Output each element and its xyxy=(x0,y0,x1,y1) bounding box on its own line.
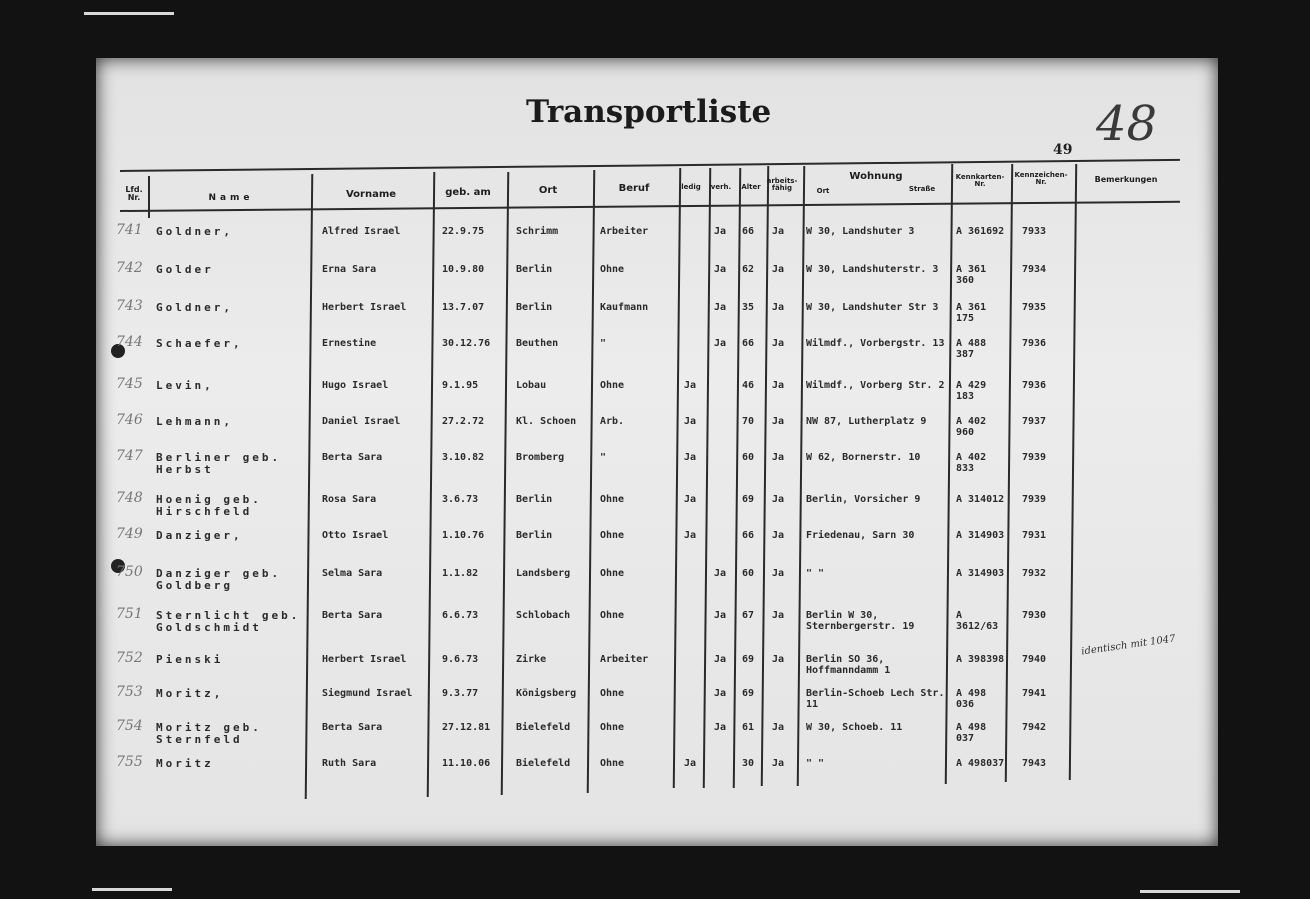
cell-ledig: Ja xyxy=(684,530,697,541)
cell-vorname: Alfred Israel xyxy=(322,226,401,237)
cell-beruf: Ohne xyxy=(600,264,625,275)
cell-name: Moritz xyxy=(156,757,214,770)
header-kennkarten: Kennkarten- Nr. xyxy=(955,173,1005,189)
cell-kennkarten: A 361692 xyxy=(956,226,1005,237)
cell-beruf: Ohne xyxy=(600,610,625,621)
cell-verh: Ja xyxy=(714,610,727,621)
film-edge-mark xyxy=(84,12,174,15)
header-alter: Alter xyxy=(741,183,761,191)
cell-alter: 30 xyxy=(742,758,755,769)
cell-kennkarten: A 314903 xyxy=(956,530,1005,541)
cell-beruf: " xyxy=(600,452,607,463)
cell-kennzeichen: 7942 xyxy=(1022,722,1047,733)
cell-kennzeichen: 7939 xyxy=(1022,494,1047,505)
cell-beruf: Arbeiter xyxy=(600,654,649,665)
column-divider xyxy=(305,174,314,799)
cell-wohnung: Wilmdf., Vorberg Str. 2 xyxy=(806,380,945,391)
cell-verh: Ja xyxy=(714,338,727,349)
header-ledig: ledig xyxy=(681,183,701,191)
header-verh: verh. xyxy=(710,183,732,191)
cell-kennkarten: A 3612/63 xyxy=(956,610,999,632)
cell-name: Moritz, xyxy=(156,687,224,700)
header-beruf: Beruf xyxy=(618,183,650,194)
cell-vorname: Daniel Israel xyxy=(322,416,401,427)
cell-wohnung: NW 87, Lutherplatz 9 xyxy=(806,416,927,427)
cell-vorname: Hugo Israel xyxy=(322,380,389,391)
cell-alter: 62 xyxy=(742,264,755,275)
cell-ort: Bromberg xyxy=(516,452,565,463)
cell-wohnung: Berlin, Vorsicher 9 xyxy=(806,494,921,505)
cell-beruf: Ohne xyxy=(600,380,625,391)
cell-geb: 3.10.82 xyxy=(442,452,485,463)
cell-ort: Bielefeld xyxy=(516,722,571,733)
cell-verh: Ja xyxy=(714,264,727,275)
cell-kennzeichen: 7941 xyxy=(1022,688,1047,699)
cell-ort: Zirke xyxy=(516,654,547,665)
cell-vorname: Herbert Israel xyxy=(322,302,407,313)
cell-ort: Königsberg xyxy=(516,688,577,699)
cell-arbeitsfaehig: Ja xyxy=(772,226,785,237)
cell-wohnung: Berlin-Schoeb Lech Str. 11 xyxy=(806,688,945,710)
cell-wohnung: W 62, Bornerstr. 10 xyxy=(806,452,921,463)
cell-geb: 1.1.82 xyxy=(442,568,479,579)
cell-geb: 6.6.73 xyxy=(442,610,479,621)
cell-arbeitsfaehig: Ja xyxy=(772,568,785,579)
cell-lfd: 741 xyxy=(116,222,143,238)
cell-kennzeichen: 7931 xyxy=(1022,530,1047,541)
cell-kennkarten: A 498 037 xyxy=(956,722,987,744)
cell-lfd: 742 xyxy=(116,260,143,276)
header-name: Name xyxy=(208,193,254,203)
cell-arbeitsfaehig: Ja xyxy=(772,416,785,427)
cell-beruf: Ohne xyxy=(600,494,625,505)
cell-ort: Lobau xyxy=(516,380,547,391)
cell-arbeitsfaehig: Ja xyxy=(772,610,785,621)
header-kennzeichen: Kennzeichen- Nr. xyxy=(1014,171,1068,187)
cell-geb: 9.1.95 xyxy=(442,380,479,391)
cell-arbeitsfaehig: Ja xyxy=(772,302,785,313)
cell-kennzeichen: 7934 xyxy=(1022,264,1047,275)
cell-kennzeichen: 7940 xyxy=(1022,654,1047,665)
cell-ledig: Ja xyxy=(684,494,697,505)
cell-alter: 67 xyxy=(742,610,755,621)
film-edge-mark xyxy=(1140,890,1240,893)
cell-beruf: Ohne xyxy=(600,722,625,733)
cell-lfd: 748 xyxy=(116,490,143,506)
column-divider xyxy=(733,168,741,788)
cell-arbeitsfaehig: Ja xyxy=(772,338,785,349)
cell-name: Goldner, xyxy=(156,301,233,314)
header-ort: Ort xyxy=(538,185,558,196)
cell-ledig: Ja xyxy=(684,380,697,391)
cell-vorname: Otto Israel xyxy=(322,530,389,541)
cell-lfd: 753 xyxy=(116,684,143,700)
cell-kennkarten: A 314903 xyxy=(956,568,1005,579)
cell-kennkarten: A 314012 xyxy=(956,494,1005,505)
cell-beruf: Ohne xyxy=(600,758,625,769)
cell-name: Sternlicht geb. Goldschmidt xyxy=(156,609,301,635)
cell-arbeitsfaehig: Ja xyxy=(772,380,785,391)
cell-verh: Ja xyxy=(714,302,727,313)
cell-kennzeichen: 7937 xyxy=(1022,416,1047,427)
cell-arbeitsfaehig: Ja xyxy=(772,722,785,733)
cell-alter: 66 xyxy=(742,338,755,349)
cell-lfd: 747 xyxy=(116,448,143,464)
cell-arbeitsfaehig: Ja xyxy=(772,264,785,275)
cell-vorname: Rosa Sara xyxy=(322,494,377,505)
cell-arbeitsfaehig: Ja xyxy=(772,654,785,665)
cell-kennkarten: A 402 833 xyxy=(956,452,987,474)
cell-arbeitsfaehig: Ja xyxy=(772,758,785,769)
cell-arbeitsfaehig: Ja xyxy=(772,530,785,541)
cell-arbeitsfaehig: Ja xyxy=(772,494,785,505)
column-divider xyxy=(427,172,436,797)
cell-ort: Berlin xyxy=(516,494,553,505)
cell-ort: Beuthen xyxy=(516,338,559,349)
column-divider xyxy=(148,176,150,218)
header-wohnung-ort: Ort xyxy=(816,187,830,195)
cell-lfd: 749 xyxy=(116,526,143,542)
cell-ort: Schlobach xyxy=(516,610,571,621)
margin-note: identisch mit 1047 xyxy=(1080,633,1177,658)
cell-name: Pienski xyxy=(156,653,224,666)
cell-ledig: Ja xyxy=(684,416,697,427)
cell-geb: 10.9.80 xyxy=(442,264,485,275)
cell-alter: 46 xyxy=(742,380,755,391)
cell-ledig: Ja xyxy=(684,758,697,769)
cell-vorname: Selma Sara xyxy=(322,568,383,579)
cell-ort: Bielefeld xyxy=(516,758,571,769)
column-divider xyxy=(703,168,711,788)
cell-lfd: 743 xyxy=(116,298,143,314)
cell-wohnung: Berlin SO 36, Hoffmanndamm 1 xyxy=(806,654,891,676)
cell-ort: Schrimm xyxy=(516,226,559,237)
cell-alter: 60 xyxy=(742,568,755,579)
cell-beruf: Arb. xyxy=(600,416,625,427)
cell-alter: 61 xyxy=(742,722,755,733)
cell-ort: Berlin xyxy=(516,264,553,275)
cell-name: Schaefer, xyxy=(156,337,243,350)
cell-ort: Landsberg xyxy=(516,568,571,579)
cell-wohnung: W 30, Schoeb. 11 xyxy=(806,722,903,733)
cell-beruf: " xyxy=(600,338,607,349)
cell-name: Golder xyxy=(156,263,214,276)
cell-name: Danziger geb. Goldberg xyxy=(156,567,282,593)
cell-name: Levin, xyxy=(156,379,214,392)
handwritten-number: 48 xyxy=(1096,96,1158,152)
cell-kennkarten: A 498037 xyxy=(956,758,1005,769)
cell-kennzeichen: 7935 xyxy=(1022,302,1047,313)
cell-lfd: 745 xyxy=(116,376,143,392)
header-vorname: Vorname xyxy=(345,189,397,200)
cell-wohnung: W 30, Landshuter Str 3 xyxy=(806,302,939,313)
cell-ledig: Ja xyxy=(684,452,697,463)
cell-kennkarten: A 398398 xyxy=(956,654,1005,665)
cell-kennkarten: A 488 387 xyxy=(956,338,987,360)
cell-name: Hoenig geb. Hirschfeld xyxy=(156,493,262,519)
header-lfd: Lfd. Nr. xyxy=(125,185,143,203)
document-sheet xyxy=(96,58,1218,846)
cell-verh: Ja xyxy=(714,654,727,665)
cell-alter: 35 xyxy=(742,302,755,313)
header-wohnung: Wohnung xyxy=(849,171,903,182)
cell-lfd: 754 xyxy=(116,718,143,734)
cell-name: Berliner geb. Herbst xyxy=(156,451,282,477)
cell-vorname: Ernestine xyxy=(322,338,377,349)
cell-vorname: Herbert Israel xyxy=(322,654,407,665)
cell-lfd: 755 xyxy=(116,754,143,770)
column-divider xyxy=(797,166,805,786)
cell-name: Danziger, xyxy=(156,529,243,542)
cell-name: Goldner, xyxy=(156,225,233,238)
cell-geb: 13.7.07 xyxy=(442,302,485,313)
cell-name: Moritz geb. Sternfeld xyxy=(156,721,262,747)
column-divider xyxy=(1005,164,1013,782)
cell-beruf: Ohne xyxy=(600,688,625,699)
cell-kennzeichen: 7930 xyxy=(1022,610,1047,621)
cell-wohnung: " " xyxy=(806,758,825,769)
column-divider xyxy=(673,168,681,788)
header-arbeitsfaehig: arbeits- fähig xyxy=(766,177,798,193)
cell-verh: Ja xyxy=(714,722,727,733)
cell-lfd: 750 xyxy=(116,564,143,580)
column-divider xyxy=(761,166,769,786)
cell-vorname: Berta Sara xyxy=(322,610,383,621)
film-edge-mark xyxy=(92,888,172,891)
cell-vorname: Ruth Sara xyxy=(322,758,377,769)
cell-vorname: Erna Sara xyxy=(322,264,377,275)
cell-alter: 66 xyxy=(742,530,755,541)
cell-kennkarten: A 498 036 xyxy=(956,688,987,710)
cell-alter: 70 xyxy=(742,416,755,427)
cell-beruf: Arbeiter xyxy=(600,226,649,237)
cell-vorname: Siegmund Israel xyxy=(322,688,413,699)
cell-geb: 27.12.81 xyxy=(442,722,491,733)
cell-wohnung: Berlin W 30, Sternbergerstr. 19 xyxy=(806,610,915,632)
cell-vorname: Berta Sara xyxy=(322,722,383,733)
cell-geb: 30.12.76 xyxy=(442,338,491,349)
header-bemerkungen: Bemerkungen xyxy=(1094,175,1158,184)
cell-kennkarten: A 361 360 xyxy=(956,264,987,286)
cell-beruf: Kaufmann xyxy=(600,302,649,313)
page-number: 49 xyxy=(1053,142,1073,158)
header-wohnung-strasse: Straße xyxy=(908,185,936,193)
cell-geb: 9.3.77 xyxy=(442,688,479,699)
cell-lfd: 752 xyxy=(116,650,143,666)
header-geb: geb. am xyxy=(445,187,491,198)
cell-geb: 1.10.76 xyxy=(442,530,485,541)
cell-vorname: Berta Sara xyxy=(322,452,383,463)
cell-geb: 3.6.73 xyxy=(442,494,479,505)
cell-lfd: 744 xyxy=(116,334,143,350)
cell-wohnung: W 30, Landshuterstr. 3 xyxy=(806,264,939,275)
cell-geb: 9.6.73 xyxy=(442,654,479,665)
cell-beruf: Ohne xyxy=(600,568,625,579)
cell-kennkarten: A 361 175 xyxy=(956,302,987,324)
cell-lfd: 751 xyxy=(116,606,143,622)
cell-kennzeichen: 7936 xyxy=(1022,338,1047,349)
cell-alter: 66 xyxy=(742,226,755,237)
cell-alter: 69 xyxy=(742,688,755,699)
cell-arbeitsfaehig: Ja xyxy=(772,452,785,463)
cell-ort: Kl. Schoen xyxy=(516,416,577,427)
cell-ort: Berlin xyxy=(516,530,553,541)
cell-kennzeichen: 7933 xyxy=(1022,226,1047,237)
cell-alter: 69 xyxy=(742,654,755,665)
cell-geb: 22.9.75 xyxy=(442,226,485,237)
cell-kennzeichen: 7939 xyxy=(1022,452,1047,463)
cell-wohnung: Friedenau, Sarn 30 xyxy=(806,530,915,541)
cell-alter: 60 xyxy=(742,452,755,463)
cell-ort: Berlin xyxy=(516,302,553,313)
cell-kennzeichen: 7936 xyxy=(1022,380,1047,391)
cell-wohnung: Wilmdf., Vorbergstr. 13 xyxy=(806,338,945,349)
cell-verh: Ja xyxy=(714,226,727,237)
cell-lfd: 746 xyxy=(116,412,143,428)
cell-name: Lehmann, xyxy=(156,415,233,428)
cell-kennzeichen: 7943 xyxy=(1022,758,1047,769)
cell-alter: 69 xyxy=(742,494,755,505)
cell-beruf: Ohne xyxy=(600,530,625,541)
cell-geb: 27.2.72 xyxy=(442,416,485,427)
cell-geb: 11.10.06 xyxy=(442,758,491,769)
document-title: Transportliste xyxy=(526,94,772,130)
cell-wohnung: W 30, Landshuter 3 xyxy=(806,226,915,237)
cell-verh: Ja xyxy=(714,688,727,699)
cell-wohnung: " " xyxy=(806,568,825,579)
column-divider xyxy=(945,164,953,784)
cell-kennkarten: A 429 183 xyxy=(956,380,987,402)
cell-kennzeichen: 7932 xyxy=(1022,568,1047,579)
cell-kennkarten: A 402 960 xyxy=(956,416,987,438)
cell-verh: Ja xyxy=(714,568,727,579)
